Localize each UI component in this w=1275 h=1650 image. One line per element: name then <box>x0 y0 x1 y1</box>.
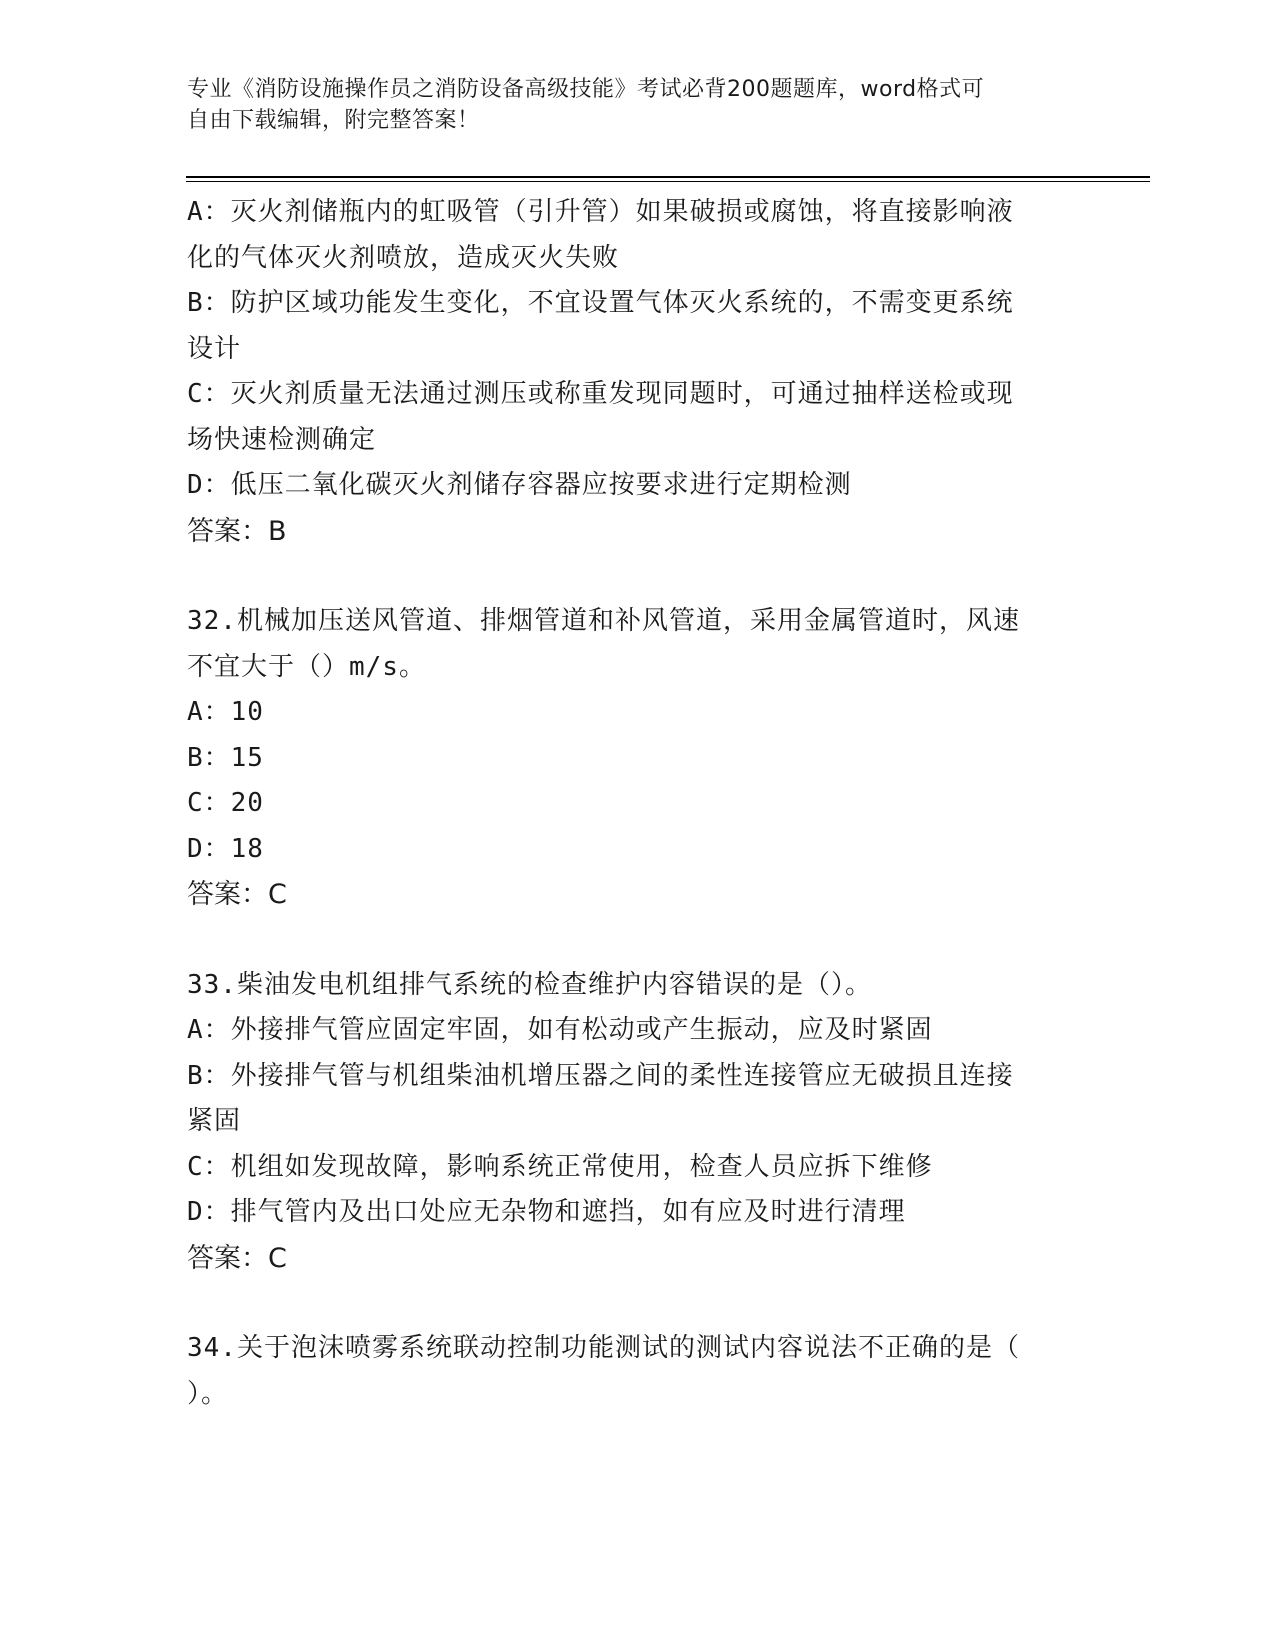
answer: 答案：C <box>187 879 287 910</box>
spacer <box>187 918 1087 963</box>
option-b-line-1: B：外接排气管与机组柴油机增压器之间的柔性连接管应无破损且连接 <box>187 1060 1014 1091</box>
option-a-line-1: A：灭火剂储瓶内的虹吸管（引升管）如果破损或腐蚀，将直接影响液 <box>187 197 1014 227</box>
question-31 <box>187 190 1087 554</box>
header-divider-thick <box>186 176 1150 178</box>
spacer <box>187 554 1087 599</box>
option-c-line-1: C：灭火剂质量无法通过测压或称重发现同题时，可通过抽样送检或现 <box>187 379 1014 409</box>
option-a: A：外接排气管应固定牢固，如有松动或产生振动，应及时紧固 <box>187 1015 933 1045</box>
option-d: D：低压二氧化碳灭火剂储存容器应按要求进行定期检测 <box>187 470 852 500</box>
option-a: A：10 <box>187 697 264 727</box>
spacer <box>187 1281 1087 1326</box>
header-divider-thin <box>186 181 1150 182</box>
question-list <box>187 190 1087 1417</box>
option-b-line-2: 紧固 <box>187 1106 242 1136</box>
question-stem-line-2: ）。 <box>187 1378 229 1409</box>
option-c: C：20 <box>187 788 264 818</box>
answer: 答案：B <box>187 515 287 547</box>
header-line-1: 专业《消防设施操作员之消防设备高级技能》考试必背200题题库，word格式可 <box>187 77 985 102</box>
option-c-line-2: 场快速检测确定 <box>187 424 377 455</box>
header-line-2: 自由下载编辑，附完整答案！ <box>187 108 480 133</box>
question-33 <box>187 963 1087 1282</box>
question-34 <box>187 1326 1087 1417</box>
option-d: D：排气管内及出口处应无杂物和遮挡，如有应及时进行清理 <box>187 1197 906 1227</box>
option-c: C：机组如发现故障，影响系统正常使用，检查人员应拆下维修 <box>187 1151 933 1182</box>
question-stem-line-1: 34.关于泡沫喷雾系统联动控制功能测试的测试内容说法不正确的是（ <box>187 1333 1020 1363</box>
option-a-line-2: 化的气体灭火剂喷放，造成灭火失败 <box>187 242 620 273</box>
option-d: D：18 <box>187 833 264 864</box>
question-stem: 33.柴油发电机组排气系统的检查维护内容错误的是（）。 <box>187 969 872 1000</box>
question-stem-line-2: 不宜大于（）m/s。 <box>187 651 426 682</box>
option-b: B：15 <box>187 742 264 773</box>
question-stem-line-1: 32.机械加压送风管道、排烟管道和补风管道，采用金属管道时，风速 <box>187 606 1020 636</box>
option-b-line-2: 设计 <box>187 333 242 364</box>
question-32 <box>187 599 1087 918</box>
document-header <box>187 74 1067 136</box>
option-b-line-1: B：防护区域功能发生变化，不宜设置气体灭火系统的，不需变更系统 <box>187 288 1014 318</box>
answer: 答案：C <box>187 1242 287 1274</box>
